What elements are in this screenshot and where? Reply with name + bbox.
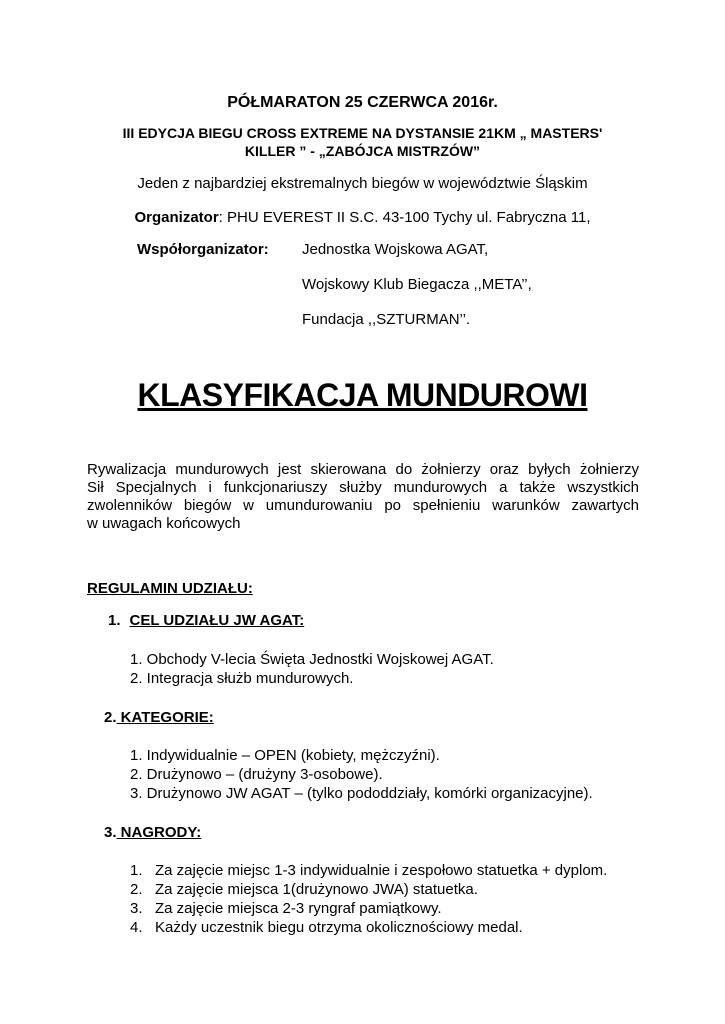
list-item: 3. Drużynowo JW AGAT – (tylko pododdziały, komórki organizacyjne). <box>130 785 593 802</box>
section-title: KATEGORIE: <box>116 709 214 726</box>
coorganizer-item: Jednostka Wojskowa AGAT, <box>302 241 489 258</box>
event-title: PÓŁMARATON 25 CZERWCA 2016r. <box>227 94 498 111</box>
list-item: 2. Drużynowo – (drużyny 3-osobowe). <box>130 766 383 783</box>
list-item: 1. Obchody V-lecia Święta Jednostki Wojskowej AGAT. <box>130 651 494 668</box>
section-heading <box>104 709 214 727</box>
organizer-value: : PHU EVEREST II S.C. 43-100 Tychy ul. Fabryczna 11, <box>218 209 591 226</box>
edition-subtitle-line1: III EDYCJA BIEGU CROSS EXTREME NA DYSTANSIE 21KM „ MASTERS' <box>122 125 603 141</box>
intro-line: Sił Specjalnych i funkcjonariuszy służby mundurowych a także wszystkich <box>87 479 639 496</box>
regulations-heading: REGULAMIN UDZIAŁU: <box>87 580 253 597</box>
coorganizer-item: Wojskowy Klub Biegacza ,,META’’, <box>302 276 532 293</box>
organizer-line <box>0 209 725 226</box>
section-number: 2. <box>104 709 117 726</box>
section-title: CEL UDZIAŁU JW AGAT: <box>129 612 305 629</box>
event-description: Jeden z najbardziej ekstremalnych biegów w województwie Śląskim <box>137 175 588 192</box>
list-item: 4. Każdy uczestnik biegu otrzyma okolicznościowy medal. <box>130 919 523 936</box>
intro-line: Rywalizacja mundurowych jest skierowana do żołnierzy oraz byłych żołnierzy <box>87 461 639 478</box>
edition-subtitle-line2: KILLER ” - „ZABÓJCA MISTRZÓW” <box>244 143 481 159</box>
section-number: 3. <box>104 824 117 841</box>
section-number: 1. <box>108 612 121 629</box>
organizer-label: Organizator <box>134 209 219 226</box>
list-item: 2. Za zajęcie miejsca 1(drużynowo JWA) statuetka. <box>130 881 478 898</box>
section-title: NAGRODY: <box>116 824 202 841</box>
list-item: 2. Integracja służb mundurowych. <box>130 670 354 687</box>
list-item: 3. Za zajęcie miejsca 2-3 ryngraf pamiątkowy. <box>130 900 442 917</box>
list-item: 1. Indywidualnie – OPEN (kobiety, mężczyźni). <box>130 747 440 764</box>
intro-line: zwolenników biegów w umundurowaniu po spełnieniu warunków zawartych <box>87 497 639 514</box>
section-heading <box>108 612 304 630</box>
list-item: 1. Za zajęcie miejsc 1-3 indywidualnie i zespołowo statuetka + dyplom. <box>130 862 608 879</box>
coorganizer-item: Fundacja ,,SZTURMAN’’. <box>302 311 471 328</box>
intro-paragraph <box>87 461 639 533</box>
intro-line: w uwagach końcowych <box>87 515 241 532</box>
section-heading <box>104 824 201 842</box>
coorganizer-label: Współorganizator: <box>137 241 269 258</box>
classification-title: KLASYFIKACJA MUNDUROWI <box>137 377 588 413</box>
